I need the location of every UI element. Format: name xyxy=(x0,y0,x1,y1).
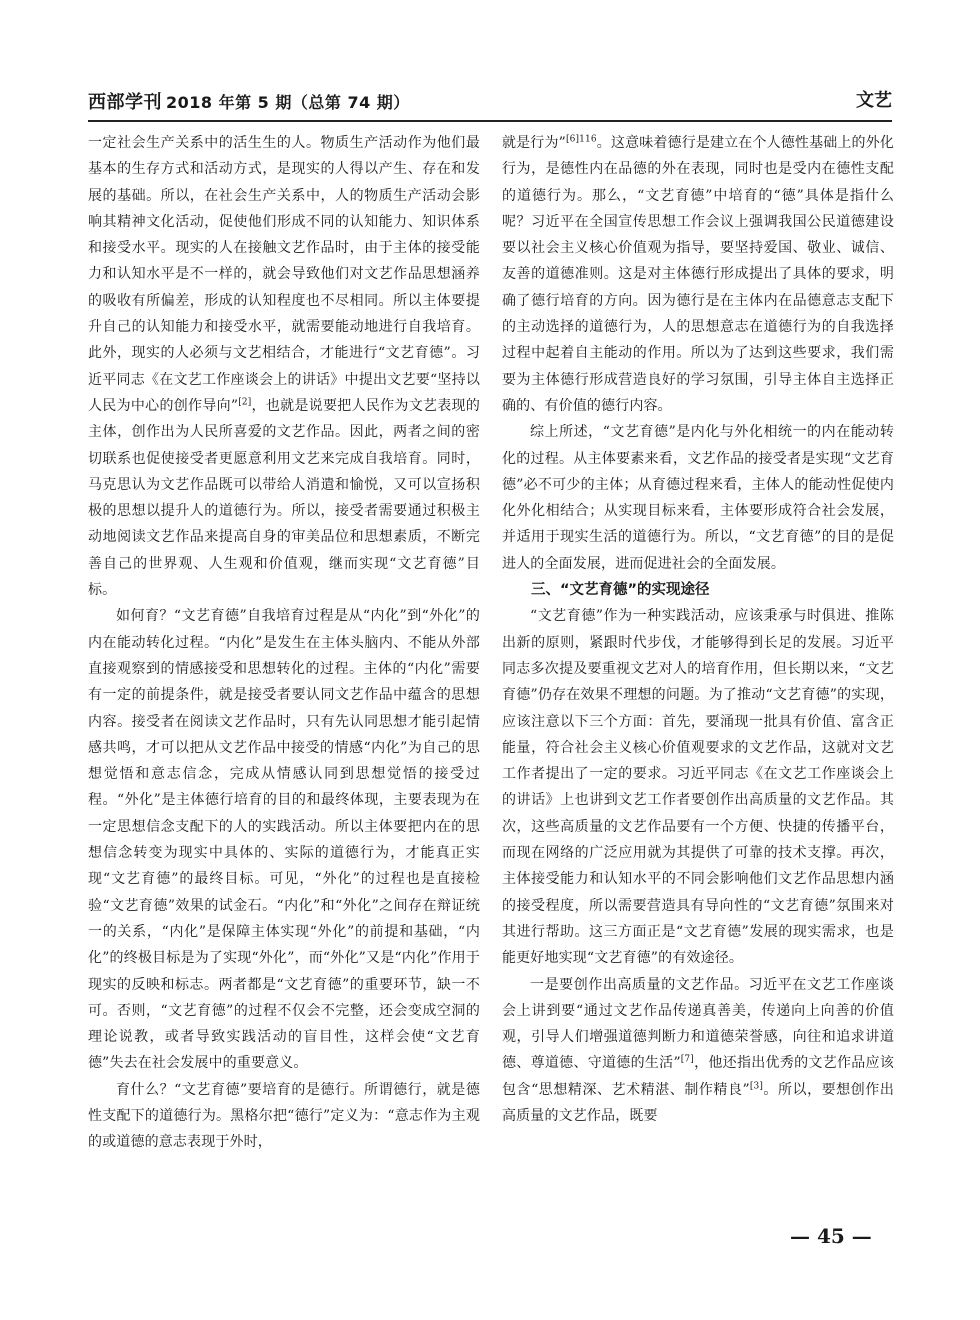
issue-info: 2018 年第 5 期（总第 74 期） xyxy=(166,93,410,112)
page-number: — 45 — xyxy=(790,1224,872,1248)
left-column xyxy=(88,130,480,1156)
section-name: 文艺 xyxy=(856,90,892,111)
paragraph: 综上所述，“文艺育德”是内化与外化相统一的内在能动转化的过程。从主体要素来看，文艺作品的接受者是实现“文艺育德”必不可少的主体；从育德过程来看，主体人的能动性促使内化外化相结合；从实现目标来看，主体要形成符合社会发展，并适用于现实生活的道德行为。所以，“文艺育德”的目的是促进人的全面发展，进而促进社会的全面发展。 xyxy=(502,424,894,572)
paragraph: 育什么？“文艺育德”要培育的是德行。所谓德行，就是德性支配下的道德行为。黑格尔把“德行”定义为：“意志作为主观的或道德的意志表现于外时， xyxy=(88,1081,480,1151)
section-heading: 三、“文艺育德”的实现途径 xyxy=(531,582,710,599)
paragraph: 一定社会生产关系中的活生生的人。物质生产活动作为他们最基本的生存方式和活动方式，是现实的人得以产生、存在和发展的基础。所以，在社会生产关系中，人的物质生产活动会影响其精神文化活动，促使他们形成不同的认知能力、知识体系和接受水平。现实的人在接触文艺作品时，由于主体的接受能力和认知水平是不一样的，就会导致他们对文艺作品思想涵养的吸收有所偏差，形成的认知程度也不尽相同。所以主体要提升自己的认知能力和接受水平，就需要能动地进行自我培育。此外，现实的人必须与文艺相结合，才能进行“文艺育德”。习近平同志《在文艺工作座谈会上的讲话》中提出文艺要“坚持以人民为中心的创作导向”[2]，也就是说要把人民作为文艺表现的主体，创作出为人民所喜爱的文艺作品。因此，两者之间的密切联系也促使接受者更愿意利用文艺来完成自我培育。同时，马克思认为文艺作品既可以带给人消遣和愉悦，又可以宣扬积极的思想以提升人的道德行为。所以，接受者需要通过积极主动地阅读文艺作品来提高自身的审美品位和思想素质，不断完善自己的世界观、人生观和价值观，继而实现“文艺育德”目标。 xyxy=(88,135,480,599)
journal-title xyxy=(88,88,410,114)
citation: [7] xyxy=(680,1054,694,1065)
citation: [2] xyxy=(238,397,252,408)
paragraph: 如何育？“文艺育德”自我培育过程是从“内化”到“外化”的内在能动转化过程。“内化”是发生在主体头脑内、不能从外部直接观察到的情感接受和思想转化的过程。主体的“内化”需要有一定的前提条件，就是接受者要认同文艺作品中蕴含的思想内容。接受者在阅读文艺作品时，只有先认同思想才能引起情感共鸣，才可以把从文艺作品中接受的情感“内化”为自己的思想觉悟和意志信念，完成从情感认同到思想觉悟的接受过程。“外化”是主体德行培育的目的和最终体现，主要表现为在一定思想信念支配下的人的实践活动。所以主体要把内在的思想信念转变为现实中具体的、实际的道德行为，才能真正实现“文艺育德”的最终目标。可见，“外化”的过程也是直接检验“文艺育德”效果的试金石。“内化”和“外化”之间存在辩证统一的关系，“内化”是保障主体实现“外化”的前提和基础，“内化”的终极目标是为了实现“外化”，而“外化”又是“内化”作用于现实的反映和标志。两者都是“文艺育德”的重要环节，缺一不可。否则，“文艺育德”的过程不仅会不完整，还会变成空洞的理论说教，或者导致实践活动的盲目性，这样会使“文艺育德”失去在社会发展中的重要意义。 xyxy=(88,608,480,1072)
citation: [6]116 xyxy=(565,134,597,145)
right-column xyxy=(502,130,894,1129)
journal-logo: 西部学刊 xyxy=(88,92,162,113)
page-header xyxy=(88,84,892,118)
paragraph: 就是行为”$^{[6]116}$。这意味着德行是建立在个人德性基础上的外化行为，是德性内在品德的外在表现，同时也是受内在德性支配的道德行为。那么，“文艺育德”中培育的“德”具体是指什么呢？习近平在全国宣传思想工作会议上强调我国公民道德建设要以社会主义核心价值观为指导，要坚持爱国、敬业、诚信、友善的道德准则。这是对主体德行形成提出了具体的要求，明确了德行培育的方向。因为德行是在主体内在品德意志支配下的主动选择的道德行为，人的思想意志在道德行为的自我选择过程中起着自主能动的作用。所以为了达到这些要求，我们需要为主体德行形成营造良好的学习氛围，引导主体自主选择正确的、有价值的德行内容。 xyxy=(502,134,894,414)
paragraph: 一是要创作出高质量的文艺作品。习近平在文艺工作座谈会上讲到要“通过文艺作品传递真善美，传递向上向善的价值观，引导人们增强道德判断力和道德荣誉感，向往和追求讲道德、尊道德、守道德的生活”[7]，他还指出优秀的文艺作品应该包含“思想精深、艺术精湛、制作精良”[3]。所以，要想创作出高质量的文艺作品，既要 xyxy=(502,976,894,1124)
citation: [3] xyxy=(749,1081,764,1092)
paragraph: “文艺育德”作为一种实践活动，应该秉承与时俱进、推陈出新的原则，紧跟时代步伐，才能够得到长足的发展。习近平同志多次提及要重视文艺对人的培育作用，但长期以来，“文艺育德”仍存在效果不理想的问题。为了推动“文艺育德”的实现，应该注意以下三个方面：首先，要涌现一批具有价值、富含正能量，符合社会主义核心价值观要求的文艺作品，这就对文艺工作者提出了一定的要求。习近平同志《在文艺工作座谈会上的讲话》上也讲到文艺工作者要创作出高质量的文艺作品。其次，这些高质量的文艺作品要有一个方便、快捷的传播平台，而现在网络的广泛应用就为其提供了可靠的技术支撑。再次，主体接受能力和认知水平的不同会影响他们文艺作品思想内涵的接受程度，所以需要营造具有导向性的“文艺育德”氛围来对其进行帮助。这三方面正是“文艺育德”发展的现实需求，也是能更好地实现“文艺育德”的有效途径。 xyxy=(502,608,894,967)
header-rule xyxy=(88,120,892,122)
